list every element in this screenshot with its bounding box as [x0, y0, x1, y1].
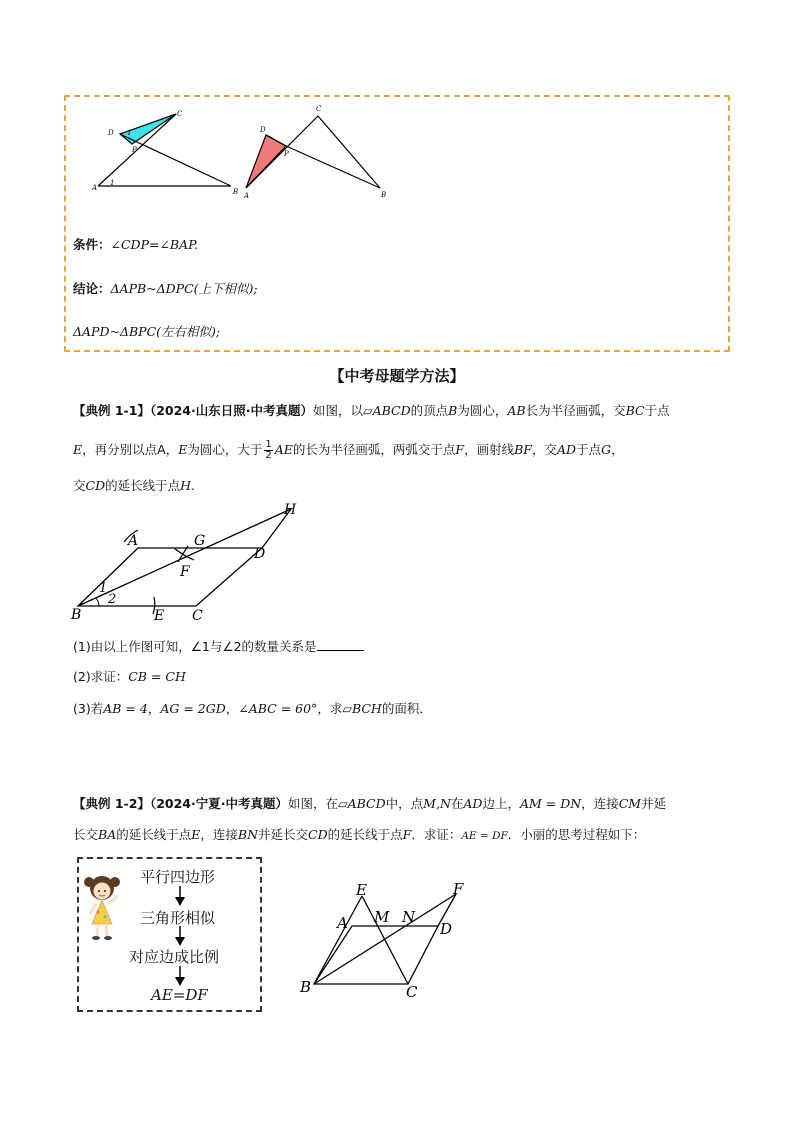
ex2-math: M,N — [423, 796, 451, 811]
ex2-source: （2024·宁夏·中考真题） — [149, 796, 288, 811]
flow-step-2: 三角形相似 — [140, 909, 216, 927]
ex1-text: 如图，以 — [312, 403, 363, 418]
label-d: D — [254, 546, 266, 562]
conclusion2-text: ΔAPD~ΔBPC(左右相似); — [73, 324, 221, 339]
angle-mark — [96, 598, 99, 606]
ex1-math: F — [455, 442, 465, 457]
ex1-text: ，画射线 — [464, 442, 515, 457]
ex1-math: AB — [507, 403, 526, 418]
label-1: 1 — [99, 581, 108, 596]
ex1-question-3 — [73, 700, 432, 718]
label-b: B — [71, 607, 82, 623]
label-f: F — [180, 564, 190, 580]
ex2-math: F — [402, 827, 412, 842]
fig2-label-b: B — [381, 191, 387, 199]
label-c: C — [192, 608, 203, 624]
condition-line — [73, 236, 198, 254]
fig1-label-a: A — [92, 184, 98, 192]
segment-db — [120, 134, 231, 186]
flow-step-4: AE=DF — [151, 986, 208, 1004]
condition-text: ∠CDP=∠BAP. — [110, 237, 198, 252]
ex1-math: H — [180, 478, 192, 493]
conclusion-line — [73, 280, 258, 298]
ex1-text: ， — [611, 442, 624, 457]
fig2-label-c: C — [316, 105, 322, 113]
ex1-text: 的延长线于点 — [105, 478, 181, 493]
arrow-down-icon — [175, 966, 185, 986]
ex2-math: CD — [308, 827, 328, 842]
fig2-label-p: P — [284, 150, 289, 158]
ex2-math: CM — [618, 796, 642, 811]
ex1-text: ， — [165, 442, 179, 457]
ex2-text: ．小丽的思考过程如下： — [507, 827, 646, 842]
ex2-line1 — [73, 795, 666, 813]
segment-ca — [98, 114, 176, 186]
label-d: D — [440, 920, 453, 938]
ex1-source: （2024·山东日照·中考真题） — [149, 403, 313, 418]
label-n: N — [402, 908, 416, 926]
flow-arrows — [170, 884, 190, 994]
ex1-text: 的顶点 — [410, 403, 449, 418]
label-a: A — [337, 914, 348, 932]
fig1-label-c: C — [177, 110, 183, 118]
ex2-text: ．求证： — [411, 827, 462, 842]
question-2-text: (2)求证： — [73, 669, 129, 684]
label-2: 2 — [108, 592, 117, 607]
label-e: E — [154, 608, 165, 624]
ex2-math: ▱ABCD — [338, 796, 386, 811]
ex1-question-1 — [73, 638, 364, 656]
ex2-tag: 【典例 1-2】 — [73, 796, 150, 811]
ex1-text: 为圆心， — [457, 403, 508, 418]
fig2-label-d: D — [260, 126, 266, 134]
ex1-line3 — [73, 477, 195, 495]
question-3-text: ， — [147, 701, 161, 716]
question-3-math: AB = 4 — [103, 701, 148, 716]
flow-step-1: 平行四边形 — [140, 868, 216, 886]
conclusion-label: 结论： — [73, 281, 111, 296]
ex1-math: ▱ABCD — [363, 403, 411, 418]
ex2-text: 如图，在 — [287, 796, 338, 811]
ex1-math: CD — [85, 478, 106, 493]
ex2-parallelogram-figure — [298, 878, 478, 998]
ex2-text: 边上， — [482, 796, 520, 811]
label-a: A — [128, 533, 139, 549]
ex2-text: ，连接 — [200, 827, 238, 842]
arrow-down-icon — [175, 886, 185, 906]
question-2-math: CB = CH — [128, 669, 186, 684]
ex1-question-2 — [73, 668, 186, 686]
ex2-math: AD — [463, 796, 483, 811]
condition-label: 条件： — [73, 237, 111, 252]
question-3-math: ▱BCH — [342, 701, 382, 716]
ex2-math: BA — [98, 827, 117, 842]
ex1-math: BC — [625, 403, 645, 418]
ex1-math: AD — [556, 442, 577, 457]
ex2-text: 中，点 — [385, 796, 424, 811]
fig1-label-b: B — [233, 188, 239, 196]
fig1-label-1-top: 1 — [127, 129, 132, 137]
fraction-denominator: 2 — [265, 450, 272, 461]
ex2-text: ，连接 — [581, 796, 619, 811]
arrow-down-icon — [175, 926, 185, 946]
ex1-math: E — [178, 442, 188, 457]
flow-step-3: 对应边成比例 — [129, 948, 220, 966]
ex2-text: 的延长线于点 — [116, 827, 192, 842]
ex1-line1 — [73, 402, 670, 420]
ex1-math: E — [73, 442, 83, 457]
ex1-math: BF — [514, 442, 532, 457]
question-3-text: 的面积． — [381, 701, 432, 716]
ex1-math: B — [448, 403, 458, 418]
ex2-math: AM = DN — [519, 796, 582, 811]
label-g: G — [194, 533, 206, 549]
figure-similar-triangles-2 — [240, 102, 400, 202]
ex2-text: 在 — [450, 796, 464, 811]
fig1-label-1-bottom: 1 — [110, 179, 115, 187]
ex2-text: 并延长交 — [258, 827, 309, 842]
ex1-text: . — [191, 478, 196, 493]
label-e: E — [356, 881, 367, 899]
ex1-text: 交 — [73, 478, 86, 493]
question-3-text: (3)若 — [73, 701, 104, 716]
ex1-text: 的长为半径画弧，两弧交于点 — [292, 442, 456, 457]
ex2-math: AE = DF — [461, 830, 508, 842]
answer-blank[interactable] — [317, 639, 364, 651]
segment-ac — [246, 116, 318, 188]
question-3-text: ，求 — [317, 701, 343, 716]
ex1-text: A — [157, 442, 166, 457]
ex2-math: E — [191, 827, 201, 842]
ex1-text: ，交 — [531, 442, 557, 457]
ex1-text: 为圆心，大于 — [187, 442, 263, 457]
question-1-text: (1)由以上作图可知，∠1与∠2的数量关系是 — [73, 639, 317, 654]
ex2-math: BN — [237, 827, 259, 842]
label-b: B — [300, 978, 312, 996]
label-h: H — [284, 502, 297, 518]
segment-cb — [318, 116, 380, 188]
conclusion-text: ΔAPB~ΔDPC(上下相似); — [110, 281, 258, 296]
fig2-label-a: A — [244, 192, 250, 200]
parallelogram-abcd — [314, 926, 438, 984]
ex1-line2 — [73, 440, 624, 461]
ex2-text: 的延长线于点 — [327, 827, 403, 842]
label-m: M — [374, 908, 390, 926]
ex1-parallelogram-figure — [66, 500, 316, 625]
ex2-text: 长交 — [73, 827, 99, 842]
fraction-numerator: 1 — [265, 439, 272, 450]
ex1-text: 于点 — [644, 403, 670, 418]
fig1-label-d: D — [108, 129, 114, 137]
label-c: C — [406, 983, 418, 998]
fraction-half — [264, 440, 272, 461]
ex1-text: ，再分别以点 — [82, 442, 158, 457]
ex1-tag: 【典例 1-1】 — [73, 403, 150, 418]
ex1-math: AE — [274, 442, 293, 457]
question-3-math: ∠ABC = 60° — [238, 701, 318, 716]
question-3-text: ， — [225, 701, 239, 716]
ex1-text: 于点 — [576, 442, 602, 457]
label-f: F — [453, 880, 464, 898]
girl-illustration-icon — [84, 872, 124, 942]
ex2-line2 — [73, 826, 645, 845]
ex1-text: 长为半径画弧，交 — [525, 403, 626, 418]
question-3-math: AG = 2GD — [160, 701, 226, 716]
ex1-math: G — [601, 442, 612, 457]
ex2-text: 并延 — [641, 796, 667, 811]
fig1-label-p: P — [132, 146, 137, 154]
figure-similar-triangles-1 — [86, 102, 246, 202]
section-title: 【中考母题学方法】 — [329, 367, 465, 385]
parallelogram-abcd — [78, 548, 262, 606]
segment-pb — [286, 146, 380, 188]
extension-be — [314, 896, 362, 984]
